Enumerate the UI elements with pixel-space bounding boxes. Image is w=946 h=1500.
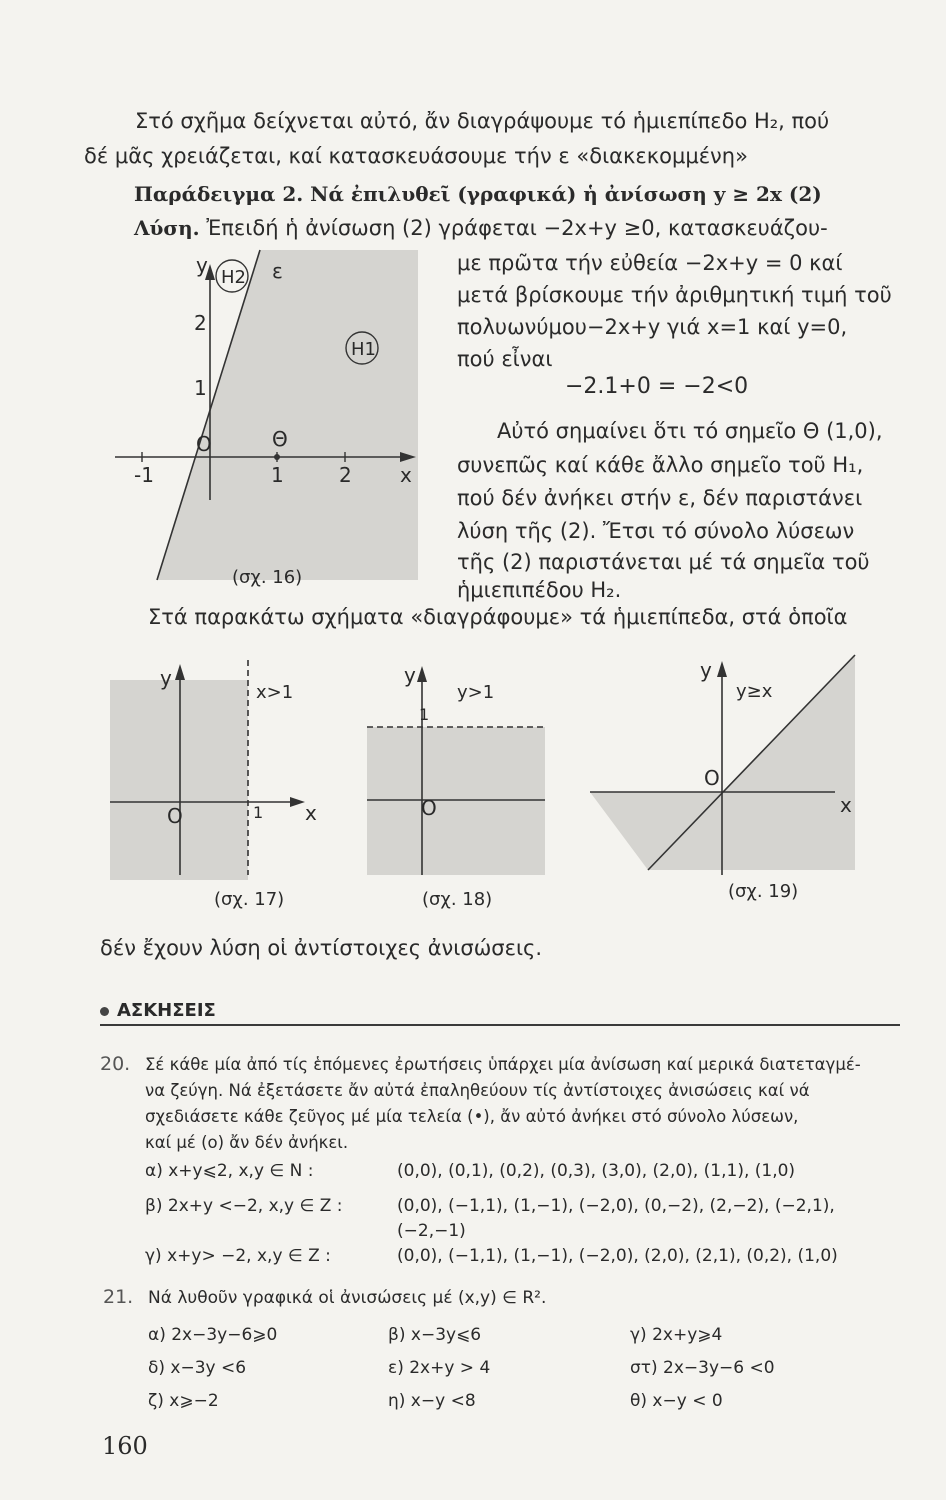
page-number: 160	[102, 1432, 148, 1460]
right-line-3: πολυωνύμου−2x+y γιά x=1 καί y=0,	[457, 315, 848, 339]
tick-label-xm1: -1	[134, 463, 154, 487]
tick-label-x1: 1	[271, 463, 284, 487]
example-2-title: Παράδειγμα 2. Νά ἐπιλυθεῖ (γραφικά) ἡ ἀνίσωση y ≥ 2x (2)	[134, 182, 822, 206]
figure-18	[355, 660, 575, 920]
figure-17	[110, 660, 340, 920]
h2-label: H2	[221, 267, 246, 288]
tick-label-y1: 1	[194, 376, 207, 400]
exercise-21-text: Νά λυθοῦν γραφικά οἱ ἀνισώσεις μέ (x,y) ∈ R².	[148, 1288, 547, 1308]
shaded-region	[367, 727, 545, 875]
ex21-item-c: γ) 2x+y⩾4	[630, 1325, 723, 1345]
y-label: y	[196, 253, 208, 277]
h1-label: H1	[351, 339, 376, 360]
ex20-b-values: (0,0), (−1,1), (1,−1), (−2,0), (0,−2), (2,−2), (−2,1),	[397, 1196, 835, 1216]
ex20-b-values-2: (−2,−1)	[397, 1221, 466, 1241]
equation: −2.1+0 = −2<0	[565, 374, 749, 399]
solution-text: Ἐπειδή ἡ ἀνίσωση (2) γράφεται −2x+y ≥0, κατασκευάζου-	[206, 216, 828, 240]
condition-label: y>1	[457, 682, 495, 703]
text-line-3: Στά παρακάτω σχήματα «διαγράφουμε» τά ἡμιεπίπεδα, στά ὁποῖα	[148, 605, 848, 629]
epsilon-label: ε	[272, 259, 283, 283]
theta-label: Θ	[272, 427, 288, 451]
figure-16	[100, 250, 440, 600]
x-label: x	[400, 463, 412, 487]
exercises-heading: ΑΣΚΗΣΕΙΣ	[100, 998, 216, 1024]
right-line-8: λύση τῆς (2). Ἔτσι τό σύνολο λύσεων	[457, 519, 855, 543]
ex21-item-h: η) x−y <8	[388, 1391, 476, 1411]
caption-19: (σχ. 19)	[728, 881, 799, 902]
tick-label-y2: 2	[194, 311, 207, 335]
ex21-item-b: β) x−3y⩽6	[388, 1325, 482, 1345]
shaded-half-plane-h1	[157, 250, 418, 580]
condition-label: y≥x	[736, 681, 773, 702]
y-arrow	[417, 666, 427, 682]
ex21-item-g: ζ) x⩾−2	[148, 1391, 219, 1411]
ex20-c-values: (0,0), (−1,1), (1,−1), (−2,0), (2,0), (2,1), (0,2), (1,0)	[397, 1246, 838, 1266]
right-line-1: με πρῶτα τήν εὐθεία −2x+y = 0 καί	[457, 251, 843, 275]
y-arrow	[717, 661, 727, 677]
bullet-icon	[100, 1007, 109, 1016]
point-theta	[274, 454, 280, 460]
text-line-2: δέ μᾶς χρειάζεται, καί κατασκευάσουμε τήν ε «διακεκομμένη»	[84, 144, 748, 168]
text-line-4: δέν ἔχουν λύση οἱ ἀντίστοιχες ἀνισώσεις.	[100, 936, 543, 960]
caption-17: (σχ. 17)	[214, 889, 285, 910]
exercise-20-line-2: να ζεύγη. Νά ἐξετάσετε ἄν αὐτά ἐπαληθεύουν τίς ἀντίστοιχες ἀνισώσεις καί νά	[145, 1081, 810, 1100]
right-line-6: συνεπῶς καί κάθε ἄλλο σημεῖο τοῦ H₁,	[457, 453, 864, 477]
shaded-region	[110, 680, 248, 880]
ex20-a-label: α) x+y⩽2, x,y ∈ N :	[145, 1161, 314, 1181]
y-label: y	[404, 663, 416, 687]
ex20-c-label: γ) x+y> −2, x,y ∈ Z :	[145, 1246, 331, 1266]
ex21-item-d: δ) x−3y <6	[148, 1358, 247, 1378]
right-line-2: μετά βρίσκουμε τήν ἀριθμητική τιμή τοῦ	[457, 283, 892, 307]
exercise-20-number: 20.	[100, 1053, 131, 1075]
tick-label-x2: 2	[339, 463, 352, 487]
heading-rule	[100, 1024, 900, 1026]
origin-label: O	[704, 766, 720, 790]
tick-label-1: 1	[253, 803, 264, 822]
origin-label: O	[196, 432, 212, 456]
figure-19	[590, 655, 870, 915]
x-label: x	[305, 801, 317, 825]
x-label: x	[840, 793, 852, 817]
ex21-item-e: ε) 2x+y > 4	[388, 1358, 491, 1378]
y-arrow	[175, 664, 185, 680]
ex21-item-f: στ) 2x−3y−6 <0	[630, 1358, 775, 1378]
caption-16: (σχ. 16)	[232, 567, 303, 588]
ex21-item-i: θ) x−y < 0	[630, 1391, 723, 1411]
right-line-10: ἡμιεπιπέδου H₂.	[457, 578, 622, 602]
y-label: y	[700, 658, 712, 682]
ex21-item-a: α) 2x−3y−6⩾0	[148, 1325, 278, 1345]
right-line-5: Αὐτό σημαίνει ὅτι τό σημεῖο Θ (1,0),	[497, 419, 883, 443]
solution-label: Λύση.	[134, 216, 200, 240]
origin-label: O	[421, 796, 437, 820]
ex20-b-label: β) 2x+y <−2, x,y ∈ Z :	[145, 1196, 343, 1216]
exercise-20-line-4: καί μέ (o) ἄν δέν ἀνήκει.	[145, 1133, 349, 1152]
condition-label: x>1	[256, 682, 294, 703]
solution-line	[134, 215, 828, 241]
right-line-9: τῆς (2) παριστάνεται μέ τά σημεῖα τοῦ	[457, 550, 870, 574]
right-line-4: πού εἶναι	[457, 347, 553, 371]
tick-label-1: 1	[419, 705, 430, 724]
y-label: y	[160, 666, 172, 690]
exercise-20-line-3: σχεδιάσετε κάθε ζεῦγος μέ μία τελεία (•), ἄν αὐτό ἀνήκει στό σύνολο λύσεων,	[145, 1107, 799, 1126]
right-line-7: πού δέν ἀνήκει στήν ε, δέν παριστάνει	[457, 486, 863, 510]
origin-label: O	[167, 804, 183, 828]
ex20-a-values: (0,0), (0,1), (0,2), (0,3), (3,0), (2,0), (1,1), (1,0)	[397, 1161, 796, 1181]
text-line-1: Στό σχῆμα δείχνεται αὐτό, ἄν διαγράψουμε τό ἡμιεπίπεδο H₂, πού	[135, 109, 830, 133]
caption-18: (σχ. 18)	[422, 889, 493, 910]
x-arrow	[290, 797, 305, 807]
exercise-20-line-1: Σέ κάθε μία ἀπό τίς ἑπόμενες ἐρωτήσεις ὑπάρχει μία ἀνίσωση καί μερικά διατεταγμέ-	[145, 1055, 861, 1074]
exercise-21-number: 21.	[103, 1286, 134, 1308]
